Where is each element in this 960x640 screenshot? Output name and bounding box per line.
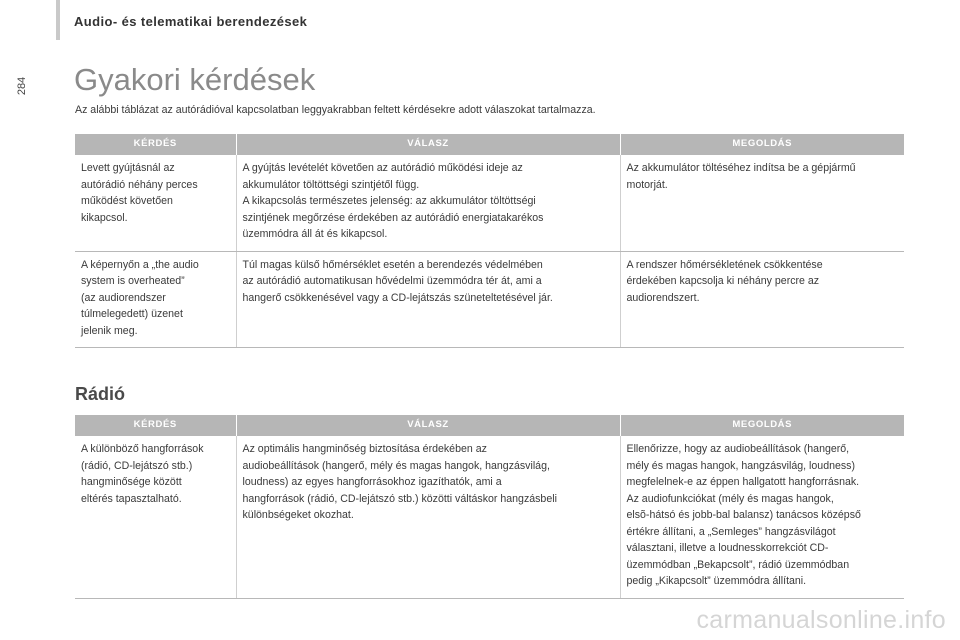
cell-solution [620, 155, 904, 251]
header-solution: MEGOLDÁS [620, 134, 904, 155]
cell-line: elsõ-hátsó és jobb-bal balansz) tanácsos középső [626, 509, 861, 521]
header-answer: VÁLASZ [236, 134, 620, 155]
cell-line: hangerő csökkenésével vagy a CD-lejátszás szüneteltetésével jár. [242, 291, 553, 304]
cell-line: mély és magas hangok, hangzásvilág, loudness) [626, 459, 855, 472]
cell-line: eltérés tapasztalható. [81, 492, 182, 505]
cell-answer [236, 251, 620, 348]
header-question: KÉRDÉS [75, 415, 236, 436]
cell-line: pedig „Kikapcsolt” üzemmódra állítani. [626, 575, 807, 587]
cell-line: értékre állítani, a „Semleges” hangzásvilágot [626, 525, 836, 538]
cell-line: motorját. [626, 178, 668, 191]
table-row [75, 251, 904, 348]
cell-line: Az audiofunkciókat (mély és magas hangok, [626, 492, 834, 505]
table-header-row [75, 415, 904, 436]
cell-line: üzemmódban „Bekapcsolt”, rádió üzemmódban [626, 558, 850, 571]
cell-line: (rádió, CD-lejátszó stb.) [81, 459, 193, 472]
cell-line: működést követően [81, 195, 173, 207]
cell-line: A különböző hangforrások [81, 443, 204, 455]
cell-line: Az optimális hangminőség biztosítása érdekében az [242, 443, 487, 455]
cell-line: választani, illetve a loudnesskorrekciót CD- [626, 542, 829, 554]
cell-question [75, 251, 236, 348]
cell-line: akkumulátor töltöttségi szintjétől függ. [242, 178, 420, 191]
cell-answer [236, 155, 620, 251]
page-title: Gyakori kérdések [74, 62, 316, 97]
cell-line: loudness) az egyes hangforrásokhoz igazíthatók, ami a [242, 476, 502, 488]
table-header-row [75, 134, 904, 155]
cell-line: Az akkumulátor töltéséhez indítsa be a gépjármű [626, 162, 856, 174]
cell-line: audiorendszert. [626, 291, 700, 304]
cell-line: system is overheated” [81, 275, 185, 287]
cell-line: audiobeállítások (hangerő, mély és magas hangok, hangzásvilág, [242, 459, 550, 472]
cell-line: túlmelegedett) üzenet [81, 308, 183, 320]
cell-line: Levett gyújtásnál az [81, 162, 175, 174]
cell-line: üzemmódra áll át és kikapcsol. [242, 228, 388, 240]
faq-table-radio [75, 415, 904, 599]
cell-line: jelenik meg. [81, 324, 138, 337]
header-title: Audio- és telematikai berendezések [74, 14, 308, 29]
header-solution: MEGOLDÁS [620, 415, 904, 436]
cell-solution [620, 436, 904, 598]
cell-line: A gyújtás levételét követően az autórádió működési ideje az [242, 162, 523, 174]
cell-line: hangforrások (rádió, CD-lejátszó stb.) közötti váltáskor hangzásbeli [242, 492, 557, 505]
cell-line: hangminősége között [81, 476, 182, 488]
cell-line: A képernyőn a „the audio [81, 258, 199, 271]
cell-line: kikapcsol. [81, 211, 128, 224]
cell-line: autórádió néhány perces [81, 178, 198, 191]
cell-line: az autórádió automatikusan hővédelmi üzemmódra tér át, ami a [242, 275, 542, 287]
page-number: 284 [16, 76, 29, 96]
intro-text: Az alábbi táblázat az autórádióval kapcsolatban leggyakrabban feltett kérdésekre adott válaszokat tartalmazza. [75, 104, 596, 116]
table-row [75, 436, 904, 598]
cell-line: megfelelnek-e az éppen hallgatott hangforrásnak. [626, 476, 860, 488]
cell-line: szintjének megőrzése érdekében az autórádió energiatakarékos [242, 211, 544, 224]
cell-line: Ellenőrizze, hogy az audiobeállítások (hangerő, [626, 443, 850, 455]
table-row [75, 155, 904, 251]
cell-line: A rendszer hőmérsékletének csökkentése [626, 258, 823, 271]
cell-line: (az audiorendszer [81, 291, 166, 304]
cell-answer [236, 436, 620, 598]
cell-line: Túl magas külső hőmérséklet esetén a berendezés védelmében [242, 258, 543, 271]
faq-table-general [75, 134, 904, 348]
cell-line: érdekében kapcsolja ki néhány percre az [626, 275, 820, 287]
section-title-radio: Rádió [75, 384, 126, 404]
cell-question [75, 155, 236, 251]
header-side-bar [56, 0, 60, 40]
header-question: KÉRDÉS [75, 134, 236, 155]
cell-question [75, 436, 236, 598]
cell-line: A kikapcsolás természetes jelenség: az akkumulátor töltöttségi [242, 195, 536, 207]
cell-line: különbségeket okozhat. [242, 509, 354, 521]
cell-solution [620, 251, 904, 348]
watermark-text: carmanualsonline.info [696, 606, 946, 634]
header-answer: VÁLASZ [236, 415, 620, 436]
